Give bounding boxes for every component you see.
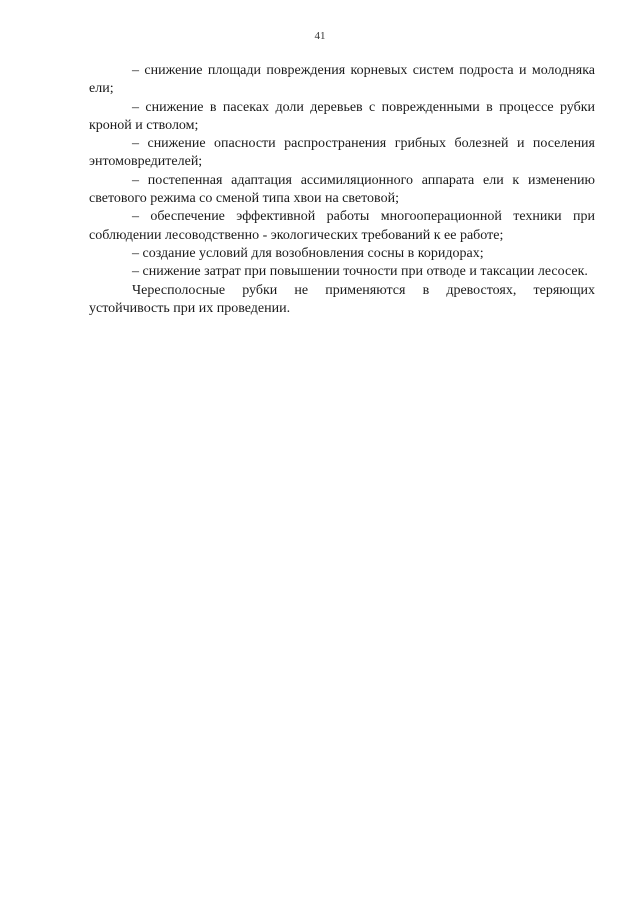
list-item: – снижение площади повреждения корневых систем подроста и молодняка ели; — [89, 63, 595, 97]
closing-paragraph: Чересполосные рубки не применяются в древостоях, теряющих устойчивость при их проведении. — [89, 282, 595, 316]
list-item: – создание условий для возобновления сосны в коридорах; — [132, 245, 484, 261]
list-item: – снижение затрат при повышении точности при отводе и таксации лесосек. — [132, 264, 588, 280]
document-body — [89, 62, 595, 318]
list-item: – обеспечение эффективной работы многооперационной техники при соблюдении лесоводственно - экологических требований к ее работе; — [89, 209, 595, 243]
list-item: – постепенная адаптация ассимиляционного аппарата ели к изменению светового режима со сменой типа хвои на световой; — [89, 172, 595, 207]
list-item: – снижение опасности распространения грибных болезней и поселения энтомовредителей; — [89, 136, 595, 170]
list-item: – снижение в пасеках доли деревьев с поврежденными в процессе рубки кроной и стволом; — [89, 99, 595, 133]
page-number: 41 — [314, 30, 326, 42]
